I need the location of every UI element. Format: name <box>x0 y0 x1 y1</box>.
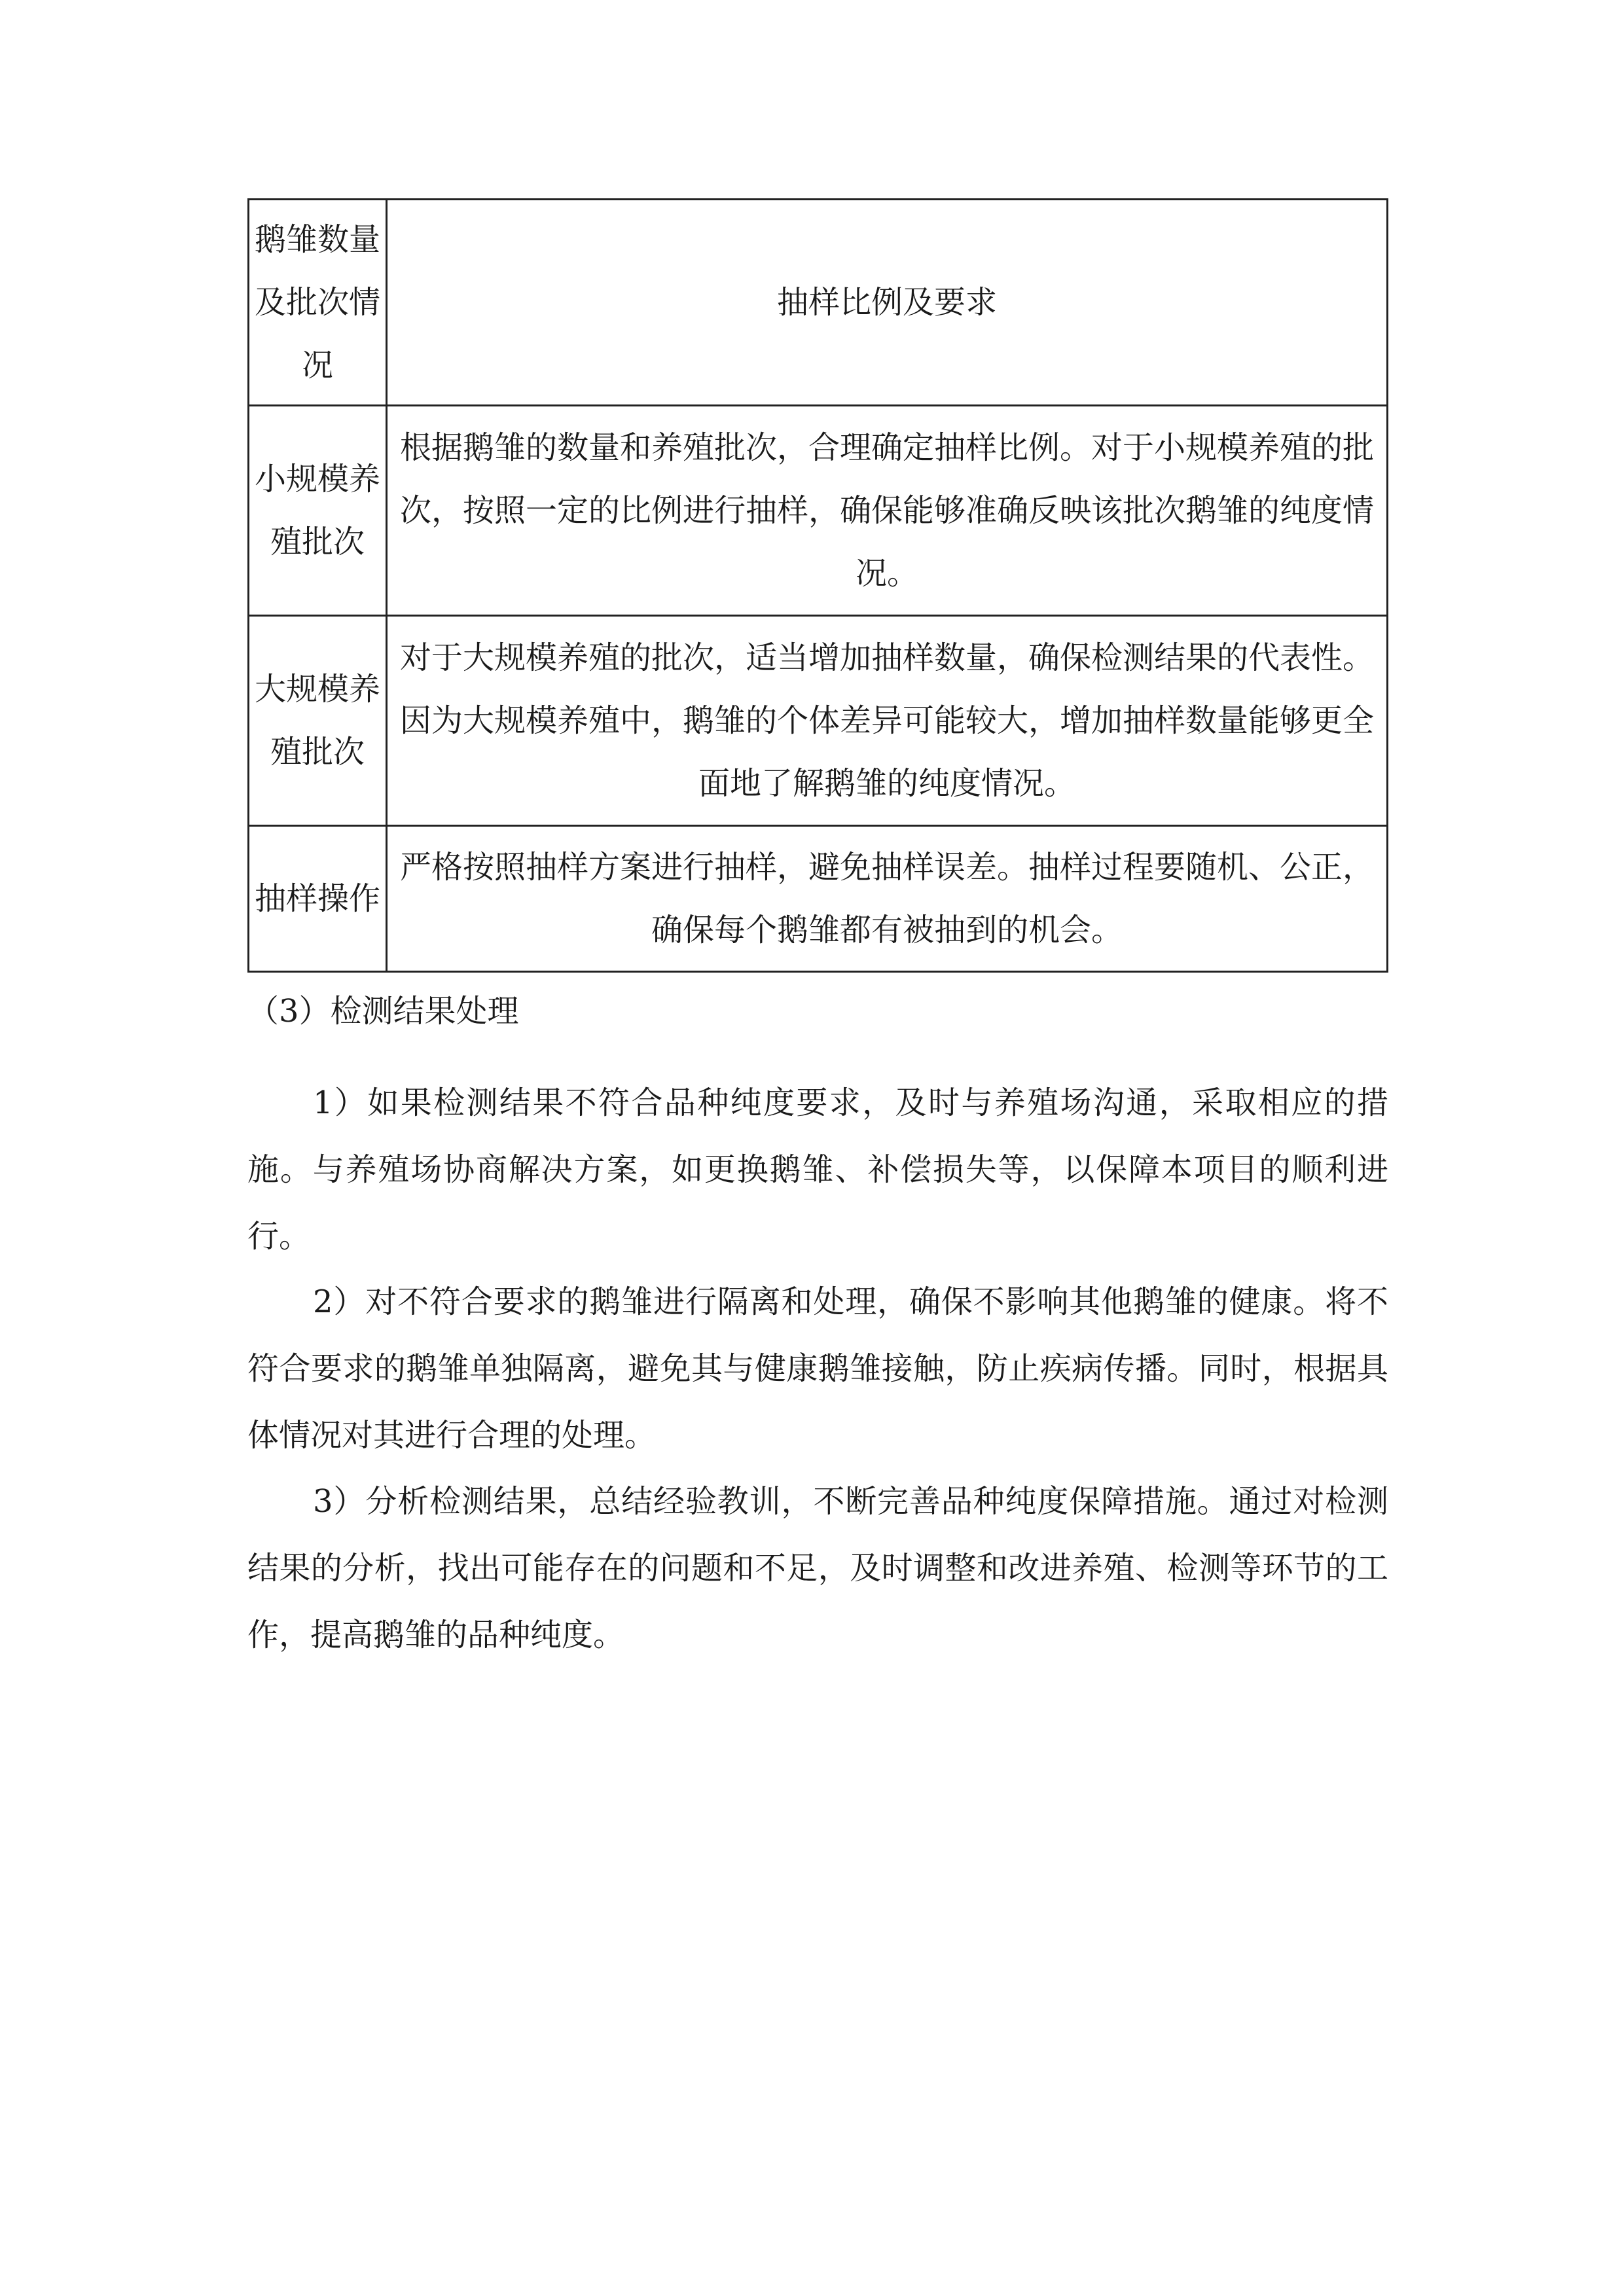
header-cell-quantity: 鹅雏数量及批次情况 <box>249 200 387 406</box>
header-ratio-text: 抽样比例及要求 <box>776 284 997 321</box>
row-label-small-scale: 小规模养殖批次 <box>249 406 387 616</box>
header-cell-ratio <box>387 200 1388 406</box>
row-text-large-scale-content: 对于大规模养殖的批次，适当增加抽样数量，确保检测结果的代表性。因为大规模养殖中，鹅雏的个体差异可能较大，增加抽样数量能够更全面地了解鹅雏的纯度情况。 <box>399 639 1374 802</box>
paragraph-3: 3）分析检测结果，总结经验教训，不断完善品种纯度保障措施。通过对检测结果的分析，找出可能存在的问题和不足，及时调整和改进养殖、检测等环节的工作，提高鹅雏的品种纯度。 <box>247 1483 1388 1653</box>
row-text-small-scale <box>387 406 1388 616</box>
row-text-sampling-operation-content: 严格按照抽样方案进行抽样，避免抽样误差。抽样过程要随机、公正，确保每个鹅雏都有被抽到的机会。 <box>399 849 1374 948</box>
row-text-small-scale-content: 根据鹅雏的数量和养殖批次，合理确定抽样比例。对于小规模养殖的批次，按照一定的比例进行抽样，确保能够准确反映该批次鹅雏的纯度情况。 <box>399 429 1374 592</box>
row-text-large-scale <box>387 616 1388 826</box>
table-row <box>249 826 1388 972</box>
row-label-sampling-operation: 抽样操作 <box>249 826 387 972</box>
table-header-row <box>249 200 1388 406</box>
paragraph-1: 1）如果检测结果不符合品种纯度要求，及时与养殖场沟通，采取相应的措施。与养殖场协商解决方案，如更换鹅雏、补偿损失等，以保障本项目的顺利进行。 <box>247 1085 1388 1255</box>
table-row <box>249 406 1388 616</box>
sampling-table <box>247 198 1388 973</box>
section-heading: （3）检测结果处理 <box>247 993 519 1030</box>
row-text-sampling-operation <box>387 826 1388 972</box>
table-row <box>249 616 1388 826</box>
row-label-large-scale: 大规模养殖批次 <box>249 616 387 826</box>
paragraph-2: 2）对不符合要求的鹅雏进行隔离和处理，确保不影响其他鹅雏的健康。将不符合要求的鹅雏单独隔离，避免其与健康鹅雏接触，防止疾病传播。同时，根据具体情况对其进行合理的处理。 <box>247 1283 1388 1454</box>
